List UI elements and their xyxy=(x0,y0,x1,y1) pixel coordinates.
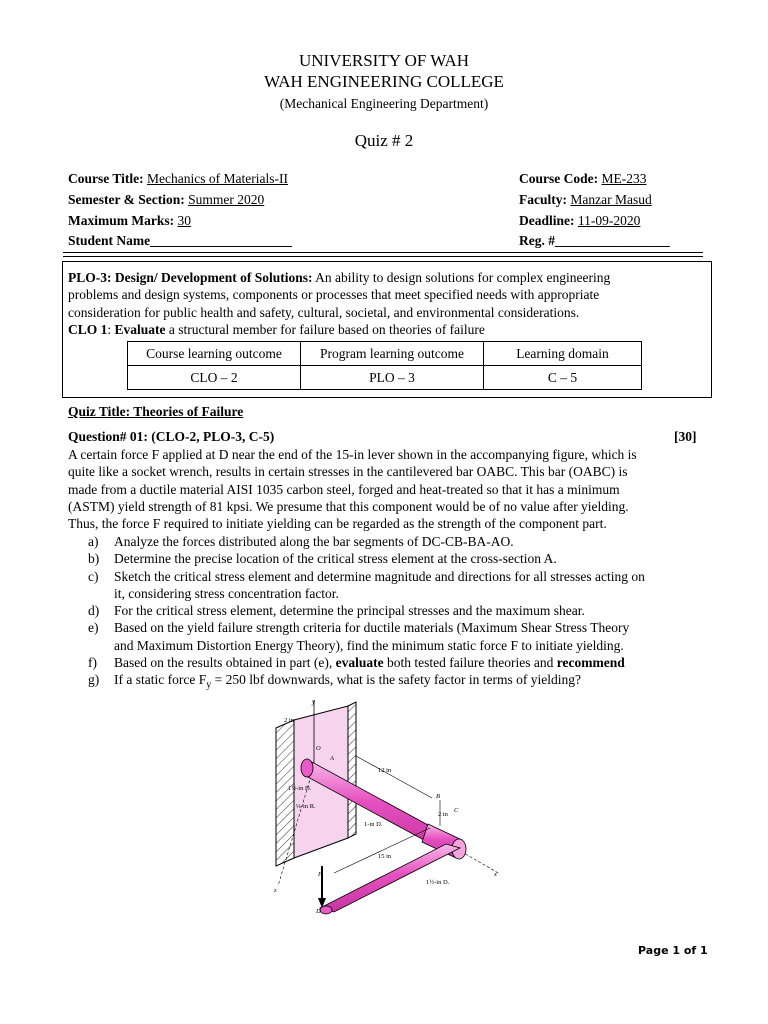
outcome-table-header xyxy=(128,342,642,366)
table-header-cell: Learning domain xyxy=(484,342,642,366)
reg-number-field xyxy=(519,232,670,250)
university-name: UNIVERSITY OF WAH xyxy=(299,51,469,70)
outcome-table-row xyxy=(128,366,642,390)
part-subscript: y xyxy=(206,680,212,692)
part-text: Analyze the forces distributed along the bar segments of DC-CB-BA-AO. xyxy=(114,534,514,549)
deadline-label: Deadline: xyxy=(519,213,575,228)
label-1half-d-2: 1½-in D. xyxy=(426,879,450,886)
course-title-row xyxy=(68,170,288,188)
semester-row xyxy=(68,191,264,209)
deadline-value: 11-09-2020 xyxy=(577,213,641,228)
label-1in-d: 1-in D. xyxy=(364,821,383,828)
student-name-field xyxy=(68,232,292,250)
part-marker: g) xyxy=(88,672,100,688)
table-cell: C – 5 xyxy=(484,366,642,390)
clo-line xyxy=(68,321,708,338)
part-text: Based on the results obtained in part (e), xyxy=(114,655,336,671)
question-body-line: quite like a socket wrench, results in certain stresses in the cantilevered bar OABC. This bar (OABC) is xyxy=(68,464,628,480)
plo-heading: PLO-3: Design/ Development of Solutions: xyxy=(68,270,313,285)
quiz-title: Quiz # 2 xyxy=(354,131,414,150)
question-label-text: Question# 01: (CLO-2, PLO-3, C-5) xyxy=(68,429,275,444)
label-b: B xyxy=(436,793,440,800)
deadline-row xyxy=(519,212,640,230)
student-name-label: Student Name_____________________ xyxy=(68,233,292,248)
clo-text: a structural member for failure based on theories of failure xyxy=(165,321,485,337)
part-text: it, considering stress concentration factor. xyxy=(114,585,339,601)
course-code-label: Course Code: xyxy=(519,171,599,186)
max-marks-value: 30 xyxy=(177,213,191,228)
question-marks-text: [30] xyxy=(674,429,697,444)
table-cell: PLO – 3 xyxy=(301,366,484,390)
part-g xyxy=(68,671,708,694)
max-marks-row xyxy=(68,212,191,230)
label-12in: 12 in xyxy=(378,767,392,774)
plo-text-2: problems and design systems, components or processes that meet specified needs with appropriate xyxy=(68,287,600,303)
part-b xyxy=(68,550,708,567)
label-z: z xyxy=(274,887,277,894)
part-e xyxy=(68,619,708,654)
part-marker: d) xyxy=(88,603,100,619)
max-marks-label: Maximum Marks: xyxy=(68,213,175,228)
course-title-label: Course Title: xyxy=(68,171,144,186)
part-emphasis: recommend xyxy=(556,655,625,671)
part-text: Based on the yield failure strength criteria for ductile materials (Maximum Shear Stress Theory xyxy=(114,620,630,636)
part-text: Sketch the critical stress element and determine magnitude and directions for all stresses acting on xyxy=(114,568,645,584)
question-body-line: made from a ductile material AISI 1035 carbon steel, forged and heat-treated so that it has a minimum xyxy=(68,481,620,497)
outcome-table xyxy=(127,341,642,390)
semester-value: Summer 2020 xyxy=(188,192,265,207)
page-number: Page 1 of 1 xyxy=(638,944,708,957)
part-marker: f) xyxy=(88,655,97,671)
course-code-row xyxy=(519,170,647,188)
college-name: WAH ENGINEERING COLLEGE xyxy=(264,72,504,91)
course-code-value: ME-233 xyxy=(601,171,647,186)
plo-text-3: consideration for public health and safety, cultural, societal, and environmental considerations. xyxy=(68,304,580,320)
part-marker: e) xyxy=(88,620,99,636)
plo-description xyxy=(68,269,708,338)
part-marker: c) xyxy=(88,568,99,584)
part-a xyxy=(68,533,708,550)
reg-number-label: Reg. #_________________ xyxy=(519,233,670,248)
label-quarter-r: ¼-in R. xyxy=(296,803,316,810)
label-x: x xyxy=(494,871,497,878)
table-cell: CLO – 2 xyxy=(128,366,301,390)
part-emphasis: evaluate xyxy=(335,655,384,671)
clo-colon: : xyxy=(107,321,115,337)
faculty-value: Manzar Masud xyxy=(570,192,652,207)
question-body xyxy=(68,446,708,532)
label-a: A xyxy=(330,755,334,762)
semester-label: Semester & Section: xyxy=(68,192,185,207)
question-body-line: (ASTM) yield strength of 81 kpsi. We presume that this component would be of no value after yielding. xyxy=(68,498,629,514)
part-text: both tested failure theories and xyxy=(383,655,557,671)
label-15in: 15 in xyxy=(378,853,392,860)
quiz-topic xyxy=(68,403,243,421)
lever-figure xyxy=(260,698,520,934)
table-header-cell: Program learning outcome xyxy=(301,342,484,366)
department-name: (Mechanical Engineering Department) xyxy=(279,96,489,111)
part-text: = 250 lbf downwards, what is the safety factor in terms of yielding? xyxy=(211,672,581,688)
part-text: For the critical stress element, determine the principal stresses and the maximum shear. xyxy=(114,603,585,619)
header-rule-top xyxy=(63,252,703,253)
label-2in: 2 in xyxy=(284,717,294,724)
part-f xyxy=(68,654,708,671)
faculty-label: Faculty: xyxy=(519,192,567,207)
clo-label: CLO 1 xyxy=(68,321,108,337)
course-title-value: Mechanics of Materials-II xyxy=(147,171,288,186)
question-body-line: A certain force F applied at D near the end of the 15-in lever shown in the accompanying figure, which is xyxy=(68,447,637,462)
clo-verb: Evaluate xyxy=(114,321,166,337)
label-o: O xyxy=(316,745,321,752)
part-marker: a) xyxy=(88,534,99,549)
label-d: D xyxy=(316,908,321,915)
header-rule-bottom xyxy=(63,256,703,257)
quiz-topic-text: Quiz Title: Theories of Failure xyxy=(68,404,244,419)
question-parts xyxy=(68,533,708,694)
label-y: y xyxy=(312,698,316,706)
part-text: If a static force F xyxy=(114,672,207,688)
label-c: C xyxy=(454,807,459,814)
part-marker: b) xyxy=(88,551,100,567)
question-body-line: Thus, the force F required to initiate yielding can be regarded as the strength of the component part. xyxy=(68,516,607,532)
faculty-row xyxy=(519,191,652,209)
plo-text-1: An ability to design solutions for complex engineering xyxy=(312,270,611,285)
label-f: F xyxy=(318,871,322,878)
part-text: Determine the precise location of the critical stress element at the cross-section A. xyxy=(114,551,557,567)
label-2in-b: 2 in xyxy=(438,811,448,818)
question-label xyxy=(68,428,274,446)
table-header-cell: Course learning outcome xyxy=(128,342,301,366)
question-marks xyxy=(674,428,697,446)
part-d xyxy=(68,602,708,619)
label-1half-d: 1½-in D. xyxy=(288,785,312,792)
part-c xyxy=(68,568,708,603)
part-text: and Maximum Distortion Energy Theory), find the minimum static force F to initiate yielding. xyxy=(114,637,624,653)
